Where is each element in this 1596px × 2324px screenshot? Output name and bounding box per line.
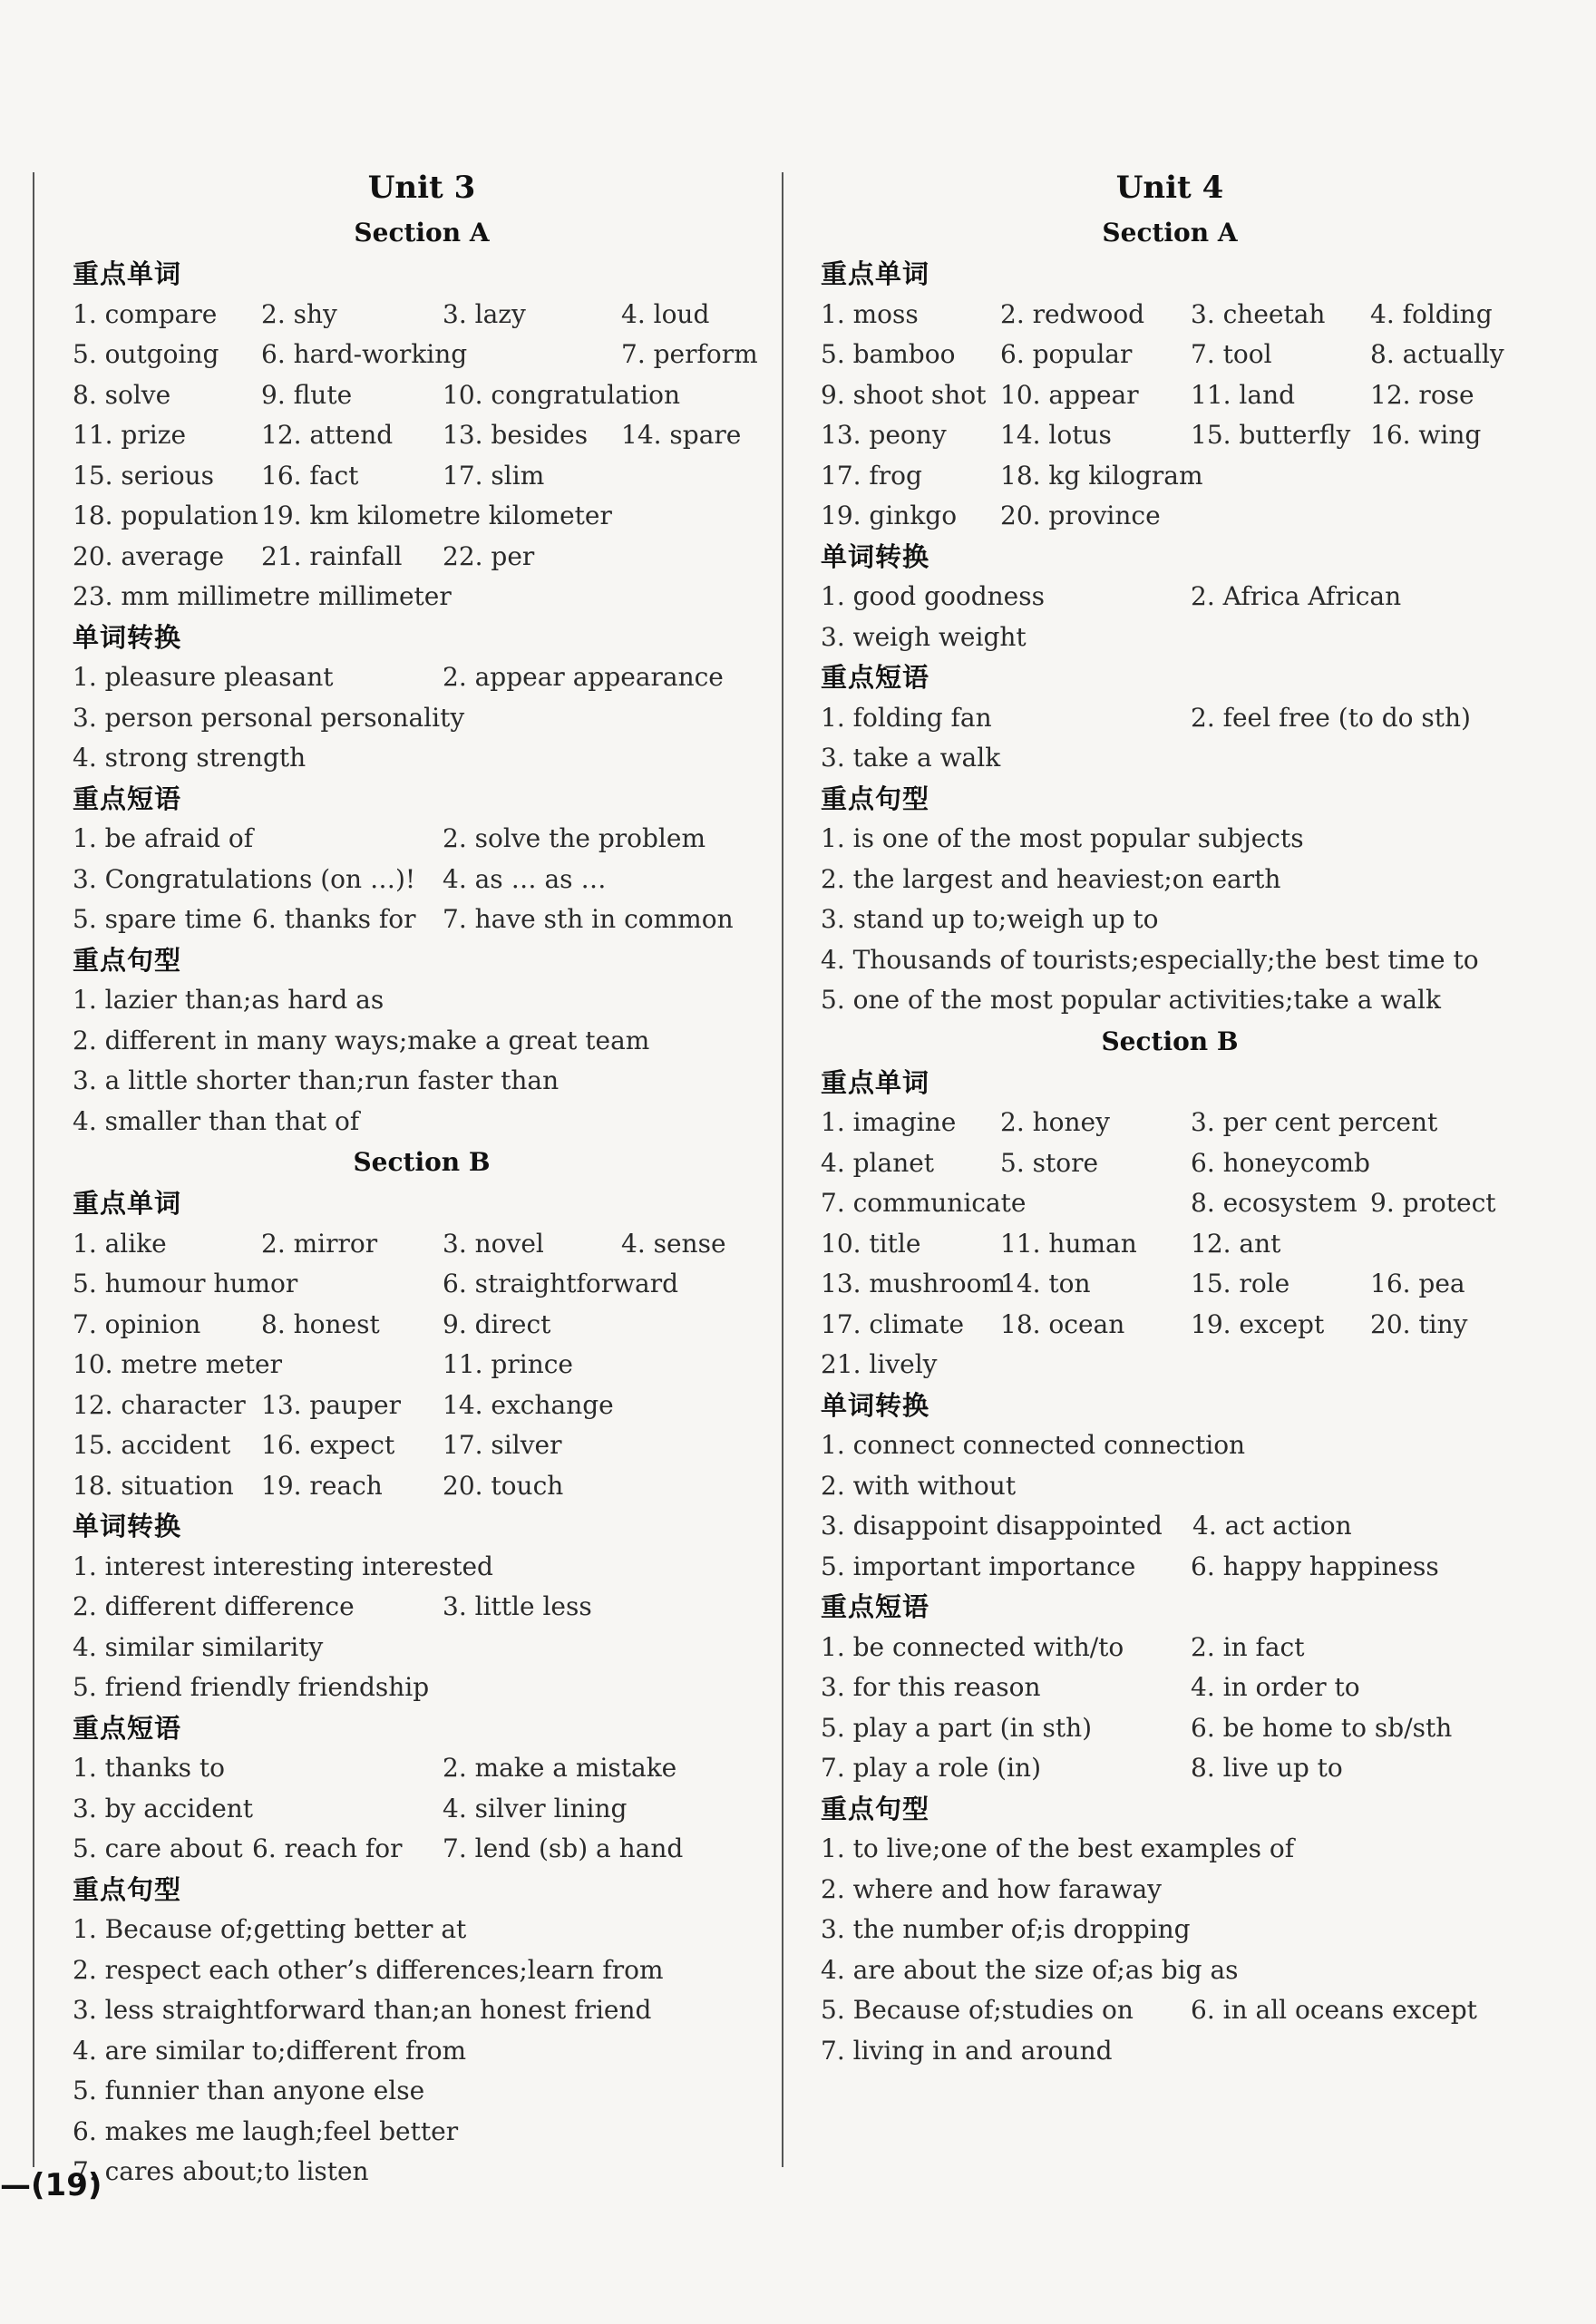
transform-row [821, 1466, 1519, 1507]
phrase-item: 2. solve the problem [443, 823, 706, 853]
phrase-item: 6. reach for [252, 1833, 403, 1863]
phrase-item: 2. feel free (to do sth) [1191, 702, 1471, 733]
word-row [73, 1264, 771, 1305]
transform-item: 3. weigh weight [821, 621, 1027, 652]
phrase-item: 1. be connected with/to [821, 1631, 1124, 1662]
word-item: 3. cheetah [1191, 298, 1326, 329]
word-row [821, 496, 1519, 537]
phrase-item: 3. Congratulations (on …)! [73, 863, 416, 894]
phrase-item: 5. play a part (in sth) [821, 1712, 1093, 1743]
unit3-sectionB-title: Section B [353, 1147, 491, 1177]
sentence-item: 2. the largest and heaviest;on earth [821, 863, 1281, 894]
sentence-item: 3. the number of;is dropping [821, 1914, 1191, 1944]
word-item: 2. honey [1000, 1107, 1110, 1137]
word-item: 12. ant [1191, 1228, 1281, 1259]
phrase-row [73, 819, 771, 860]
phrase-item: 4. in order to [1191, 1672, 1360, 1702]
word-item: 3. lazy [443, 298, 526, 329]
word-item: 15. accident [73, 1430, 231, 1460]
transform-item: 2. Africa African [1191, 581, 1402, 611]
word-row [821, 1305, 1519, 1346]
category-heading: 重点短语 [821, 662, 930, 693]
word-item: 9. protect [1370, 1188, 1496, 1218]
unit4-sectionA-title: Section A [1102, 218, 1238, 248]
sentence-item: 3. stand up to;weigh up to [821, 904, 1159, 934]
sentence-item: 6. in all oceans except [1191, 1995, 1477, 2025]
phrase-item: 3. take a walk [821, 743, 1001, 773]
word-item: 18. population [73, 501, 258, 530]
word-item: 20. average [73, 540, 225, 571]
word-item: 1. imagine [821, 1107, 957, 1137]
unit3-column [73, 163, 771, 2193]
word-item: 2. shy [261, 298, 337, 329]
word-item: 6. popular [1000, 339, 1133, 369]
transform-row [821, 1547, 1519, 1588]
transform-item: 6. happy happiness [1191, 1551, 1439, 1581]
transform-item: 1. interest interesting interested [73, 1551, 493, 1581]
word-row [73, 577, 771, 617]
transform-item: 2. different difference [73, 1591, 355, 1621]
word-item: 7. perform [621, 339, 758, 369]
transform-row [821, 1506, 1519, 1547]
transform-item: 2. appear appearance [443, 662, 724, 692]
transform-row [73, 657, 771, 698]
word-item: 21. lively [821, 1349, 938, 1379]
word-item: 13. besides [443, 420, 589, 450]
word-row [821, 295, 1519, 335]
page-number: —(19) [0, 2167, 102, 2203]
word-item: 16. wing [1370, 420, 1482, 450]
phrase-item: 7. lend (sb) a hand [443, 1833, 684, 1863]
phrase-item: 5. spare time [73, 904, 242, 934]
category-heading: 重点短语 [73, 1712, 182, 1744]
transform-item: 1. pleasure pleasant [73, 662, 334, 692]
center-column-rule [782, 172, 783, 2167]
word-item: 14. ton [1000, 1269, 1091, 1298]
sentence-item: 7. cares about;to listen [73, 2156, 369, 2186]
phrase-item: 4. silver lining [443, 1793, 628, 1823]
word-item: 12. attend [261, 420, 394, 450]
transform-item: 4. act action [1192, 1511, 1352, 1541]
word-item: 10. congratulation [443, 379, 681, 410]
word-item: 11. prize [73, 420, 187, 450]
word-item: 13. mushroom [821, 1269, 1007, 1298]
word-item: 3. per cent percent [1191, 1107, 1438, 1137]
word-item: 17. frog [821, 460, 922, 491]
word-row [73, 1466, 771, 1507]
phrase-row [821, 1748, 1519, 1789]
category-heading: 重点句型 [821, 783, 930, 814]
transform-row [73, 698, 771, 739]
word-row [821, 375, 1519, 416]
phrase-item: 1. be afraid of [73, 823, 254, 853]
phrase-item: 5. care about [73, 1833, 243, 1863]
sentence-item: 4. are about the size of;as big as [821, 1954, 1239, 1985]
transform-row [821, 1425, 1519, 1466]
phrase-row [73, 860, 771, 900]
word-item: 19. ginkgo [821, 501, 958, 530]
transform-item: 4. strong strength [73, 743, 307, 773]
category-heading: 重点单词 [73, 1188, 182, 1219]
word-item: 12. rose [1370, 379, 1474, 410]
word-item: 15. serious [73, 460, 214, 491]
phrase-row [821, 1668, 1519, 1708]
word-item: 16. expect [261, 1430, 395, 1460]
category-heading: 重点句型 [73, 1873, 182, 1905]
phrase-item: 3. by accident [73, 1793, 254, 1823]
sentence-item: 2. respect each other’s differences;learn from [73, 1954, 664, 1985]
transform-row [73, 1547, 771, 1588]
transform-row [821, 577, 1519, 617]
sentence-item: 2. different in many ways;make a great team [73, 1025, 650, 1055]
word-item: 5. outgoing [73, 339, 219, 369]
word-item: 7. opinion [73, 1308, 201, 1339]
transform-item: 1. good goodness [821, 581, 1045, 611]
word-item: 15. butterfly [1191, 420, 1351, 450]
word-item: 17. slim [443, 460, 545, 491]
word-row [73, 537, 771, 578]
word-item: 19. km kilometre kilometer [261, 501, 612, 530]
transform-item: 1. connect connected connection [821, 1430, 1246, 1460]
category-heading: 单词转换 [73, 1511, 182, 1541]
word-item: 5. store [1000, 1147, 1099, 1178]
word-item: 10. appear [1000, 379, 1139, 410]
transform-item: 3. little less [443, 1591, 592, 1621]
phrase-item: 4. as … as … [443, 863, 607, 894]
word-item: 13. pauper [261, 1389, 401, 1420]
transform-item: 4. similar similarity [73, 1631, 324, 1662]
phrase-item: 6. thanks for [252, 904, 416, 934]
sentence-item: 3. less straightforward than;an honest friend [73, 1995, 652, 2025]
phrase-item: 8. live up to [1191, 1753, 1343, 1783]
category-heading: 重点句型 [821, 1793, 930, 1824]
category-heading: 单词转换 [73, 621, 182, 653]
word-item: 4. loud [621, 298, 710, 329]
word-item: 8. ecosystem [1191, 1188, 1358, 1218]
phrase-row [73, 1748, 771, 1789]
word-item: 14. exchange [443, 1389, 614, 1420]
word-item: 4. folding [1370, 298, 1493, 329]
word-row [73, 335, 771, 375]
transform-item: 5. friend friendly friendship [73, 1672, 430, 1702]
transform-item: 2. with without [821, 1470, 1017, 1501]
word-item: 19. reach [261, 1470, 383, 1501]
word-item: 9. shoot shot [821, 379, 987, 410]
word-row [73, 1224, 771, 1265]
word-row [73, 1345, 771, 1386]
word-row [73, 1425, 771, 1466]
phrase-item: 2. make a mistake [443, 1753, 677, 1783]
word-item: 18. ocean [1000, 1308, 1125, 1339]
word-item: 5. humour humor [73, 1269, 298, 1298]
word-item: 2. redwood [1000, 298, 1145, 329]
phrase-item: 1. thanks to [73, 1753, 225, 1783]
word-item: 20. tiny [1370, 1308, 1468, 1339]
word-item: 11. land [1191, 379, 1296, 410]
left-margin-rule [33, 172, 34, 2167]
phrase-row [73, 899, 771, 940]
sentence-item: 4. Thousands of tourists;especially;the best time to [821, 944, 1479, 975]
word-item: 6. straightforward [443, 1269, 679, 1298]
word-row [821, 1345, 1519, 1386]
transform-item: 3. disappoint disappointed [821, 1511, 1163, 1541]
word-item: 22. per [443, 540, 535, 571]
unit4-sectionB-title: Section B [1101, 1026, 1239, 1056]
transform-row [73, 1587, 771, 1628]
category-heading: 重点短语 [73, 783, 182, 814]
word-item: 1. moss [821, 298, 919, 329]
word-item: 6. hard-working [261, 339, 468, 369]
word-item: 8. honest [261, 1308, 380, 1339]
sentence-item: 1. is one of the most popular subjects [821, 823, 1304, 853]
word-row [821, 1264, 1519, 1305]
category-heading: 重点单词 [821, 258, 930, 289]
phrase-row [821, 738, 1519, 779]
word-item: 1. alike [73, 1228, 167, 1259]
word-row [821, 1224, 1519, 1265]
word-item: 2. mirror [261, 1228, 378, 1259]
word-item: 18. kg kilogram [1000, 460, 1203, 491]
category-heading: 重点单词 [821, 1066, 930, 1098]
word-item: 11. prince [443, 1349, 573, 1379]
transform-row [73, 1628, 771, 1668]
word-row [821, 456, 1519, 497]
word-row [821, 1103, 1519, 1143]
phrase-item: 7. have sth in common [443, 904, 734, 934]
sentence-item: 4. are similar to;different from [73, 2035, 467, 2066]
word-item: 4. planet [821, 1147, 935, 1178]
word-item: 4. sense [621, 1228, 726, 1259]
word-row [73, 415, 771, 456]
word-item: 10. title [821, 1228, 921, 1259]
transform-row [821, 617, 1519, 658]
word-item: 13. peony [821, 420, 947, 450]
sentence-item: 5. funnier than anyone else [73, 2076, 425, 2105]
category-heading: 重点单词 [73, 258, 182, 289]
category-heading: 单词转换 [821, 1389, 930, 1421]
word-item: 11. human [1000, 1228, 1137, 1259]
transform-row [73, 1668, 771, 1708]
word-row [73, 496, 771, 537]
word-item: 19. except [1191, 1308, 1325, 1339]
unit3-title: Unit 3 [367, 170, 476, 206]
category-heading: 单词转换 [821, 540, 930, 572]
sentence-item: 5. one of the most popular activities;take a walk [821, 985, 1441, 1015]
phrase-row [821, 698, 1519, 739]
word-item: 14. spare [621, 420, 742, 450]
word-item: 18. situation [73, 1470, 234, 1501]
sentence-item: 1. lazier than;as hard as [73, 985, 384, 1015]
word-item: 14. lotus [1000, 420, 1112, 450]
word-row [821, 415, 1519, 456]
word-item: 23. mm millimetre millimeter [73, 581, 452, 611]
sentence-item: 5. Because of;studies on [821, 1995, 1134, 2025]
phrase-item: 2. in fact [1191, 1631, 1305, 1662]
phrase-row [821, 1708, 1519, 1749]
word-item: 16. pea [1370, 1269, 1465, 1298]
unit4-column [821, 163, 1519, 2071]
phrase-item: 6. be home to sb/sth [1191, 1712, 1453, 1743]
word-item: 16. fact [261, 460, 359, 491]
word-item: 7. tool [1191, 339, 1272, 369]
word-item: 20. touch [443, 1470, 564, 1501]
word-item: 21. rainfall [261, 540, 403, 571]
sentence-item: 2. where and how faraway [821, 1873, 1162, 1904]
phrase-row [73, 1789, 771, 1830]
word-row [821, 335, 1519, 375]
sentence-item: 6. makes me laugh;feel better [73, 2115, 459, 2146]
sentence-item: 1. Because of;getting better at [73, 1914, 467, 1944]
word-item: 20. province [1000, 501, 1161, 530]
word-item: 6. honeycomb [1191, 1147, 1370, 1178]
word-item: 1. compare [73, 298, 218, 329]
word-item: 17. climate [821, 1308, 965, 1339]
word-item: 8. actually [1370, 339, 1504, 369]
word-item: 9. flute [261, 379, 353, 410]
unit4-title: Unit 4 [1115, 170, 1224, 206]
phrase-item: 3. for this reason [821, 1672, 1041, 1702]
phrase-row [73, 1829, 771, 1870]
transform-row [73, 738, 771, 779]
word-row [73, 1386, 771, 1426]
word-item: 9. direct [443, 1308, 551, 1339]
phrase-item: 1. folding fan [821, 702, 992, 733]
word-item: 17. silver [443, 1430, 562, 1460]
sentence-row [821, 1990, 1519, 2031]
sentence-item: 3. a little shorter than;run faster than [73, 1065, 560, 1095]
word-item: 7. communicate [821, 1188, 1027, 1218]
word-item: 3. novel [443, 1228, 544, 1259]
word-item: 15. role [1191, 1269, 1290, 1298]
sentence-item: 1. to live;one of the best examples of [821, 1833, 1295, 1863]
word-item: 8. solve [73, 379, 171, 410]
word-item: 12. character [73, 1389, 246, 1420]
phrase-row [821, 1628, 1519, 1668]
sentence-item: 7. living in and around [821, 2035, 1113, 2066]
word-row [73, 375, 771, 416]
word-row [73, 295, 771, 335]
transform-item: 5. important importance [821, 1551, 1136, 1581]
word-row [821, 1143, 1519, 1184]
transform-item: 3. person personal personality [73, 702, 465, 733]
word-item: 10. metre meter [73, 1349, 282, 1379]
category-heading: 重点短语 [821, 1591, 930, 1622]
phrase-item: 7. play a role (in) [821, 1753, 1042, 1783]
sentence-item: 4. smaller than that of [73, 1105, 360, 1136]
word-row [73, 1305, 771, 1346]
word-row [821, 1183, 1519, 1224]
word-row [73, 456, 771, 497]
unit3-sectionA-title: Section A [354, 218, 490, 248]
category-heading: 重点句型 [73, 944, 182, 976]
word-item: 5. bamboo [821, 339, 956, 369]
